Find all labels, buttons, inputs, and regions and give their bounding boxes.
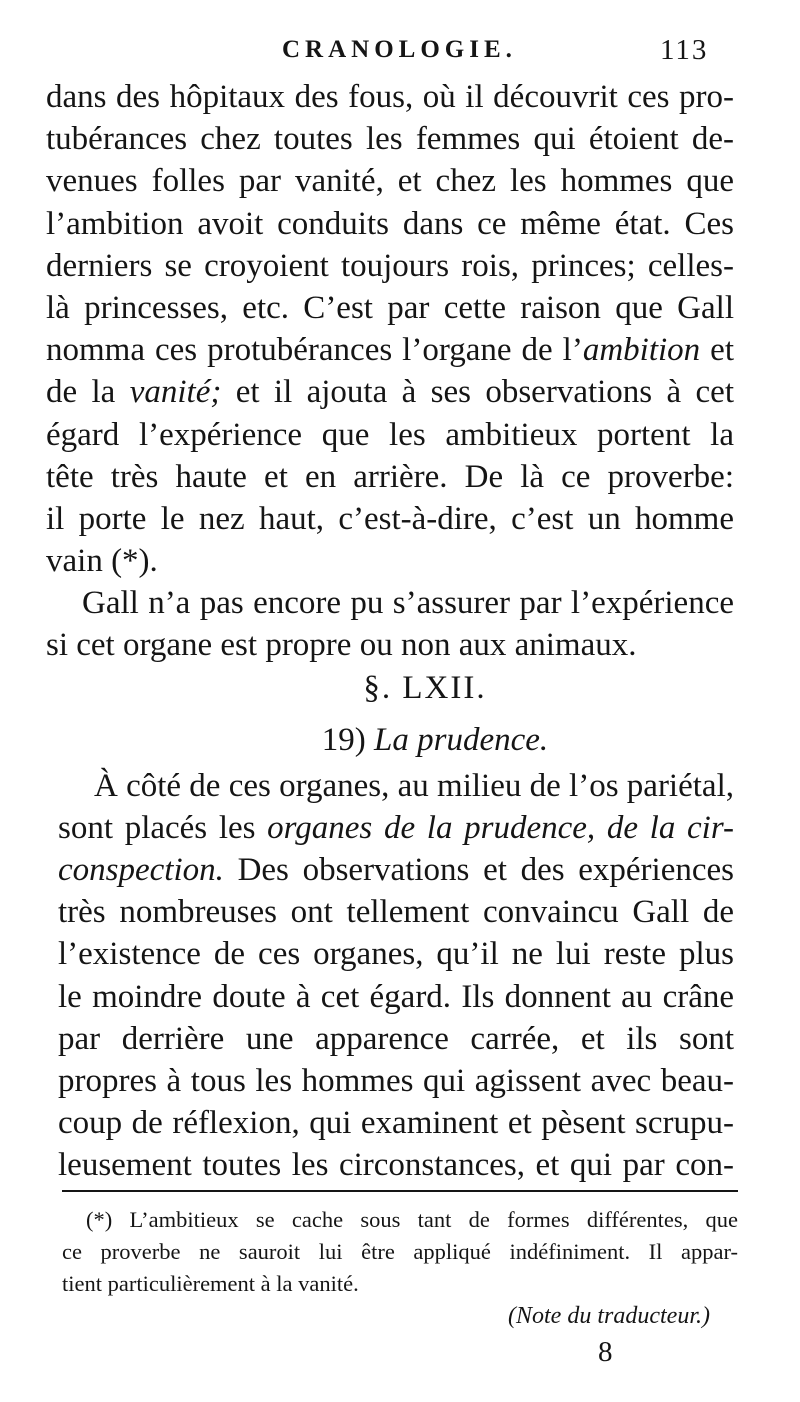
italic-term: conspection. <box>58 852 224 888</box>
running-title: CRANOLOGIE. <box>282 36 517 63</box>
body-text <box>46 76 734 1187</box>
text-line: Gall n’a pas encore pu s’assurer par l’expérience <box>82 585 734 622</box>
text-line <box>46 371 734 413</box>
text-line: leusement toutes les circonstances, et qui par con- <box>58 1147 734 1184</box>
text-segment: et <box>700 332 734 369</box>
text-line: tête très haute et en arrière. De là ce proverbe: <box>46 458 734 495</box>
text-segment: Des observations et des expériences <box>223 852 734 888</box>
text-line <box>58 849 734 891</box>
footnote <box>62 1204 738 1332</box>
text-line: par derrière une apparence carrée, et ils sont <box>58 1020 734 1057</box>
text-line: À côté de ces organes, au milieu de l’os pariétal, <box>94 767 734 804</box>
text-line: si cet organe est propre ou non aux animaux. <box>46 627 637 664</box>
text-segment: nomma ces protubérances l’organe de l’ <box>46 332 583 369</box>
italic-term: organes de la prudence, de la cir- <box>267 809 735 846</box>
text-line <box>58 807 734 849</box>
text-line: égard l’expérience que les ambitieux portent la <box>46 416 734 453</box>
text-line: derniers se croyoient toujours rois, princes; celles- <box>46 247 734 284</box>
text-line <box>46 329 734 371</box>
text-line: coup de réflexion, qui examinent et pèsent scrupu- <box>58 1105 734 1142</box>
text-line: l’existence de ces organes, qu’il ne lui reste plus <box>58 936 734 973</box>
text-line: là princesses, etc. C’est par cette raison que Gall <box>46 289 734 326</box>
page-number: 113 <box>660 34 709 66</box>
text-line: le moindre doute à cet égard. Ils donnent au crâne <box>58 978 734 1015</box>
footnote-rule <box>62 1190 738 1192</box>
text-segment: sont placés les <box>58 809 268 846</box>
footnote-line: (*) L’ambitieux se cache sous tant de formes différentes, que <box>86 1207 738 1232</box>
translator-note-text: (Note du traducteur.) <box>508 1303 710 1329</box>
text-line: l’ambition avoit conduits dans ce même état. Ces <box>46 205 734 242</box>
text-line: il porte le nez haut, c’est-à-dire, c’est un homme <box>46 500 734 537</box>
text-line: très nombreuses ont tellement convaincu Gall de <box>58 894 734 931</box>
section-heading: §. LXII. <box>363 669 487 706</box>
text-line: vain (*). <box>46 543 158 580</box>
signature-mark: 8 <box>598 1336 613 1368</box>
text-line: tubérances chez toutes les femmes qui étoient de- <box>46 121 734 158</box>
italic-term: ambition <box>582 332 701 369</box>
subtitle-number: 19) <box>321 721 366 758</box>
text-line: venues folles par vanité, et chez les hommes que <box>46 163 734 200</box>
section-subtitle <box>46 719 734 765</box>
text-segment: et il ajouta à ses observations à cet <box>221 374 734 411</box>
italic-term: vanité; <box>129 374 222 411</box>
page-header <box>0 36 800 76</box>
footnote-line: ce proverbe ne sauroit lui être appliqué indéfiniment. Il appar- <box>62 1239 738 1264</box>
text-line: propres à tous les hommes qui agissent avec beau- <box>58 1062 734 1099</box>
subtitle-title: La prudence. <box>374 721 549 758</box>
text-segment: de la <box>46 374 130 411</box>
paragraph <box>58 765 734 1187</box>
footnote-line: tient particulièrement à la vanité. <box>62 1271 359 1296</box>
translator-note <box>62 1300 738 1332</box>
text-line: dans des hôpitaux des fous, où il découvrit ces pro- <box>46 79 734 115</box>
